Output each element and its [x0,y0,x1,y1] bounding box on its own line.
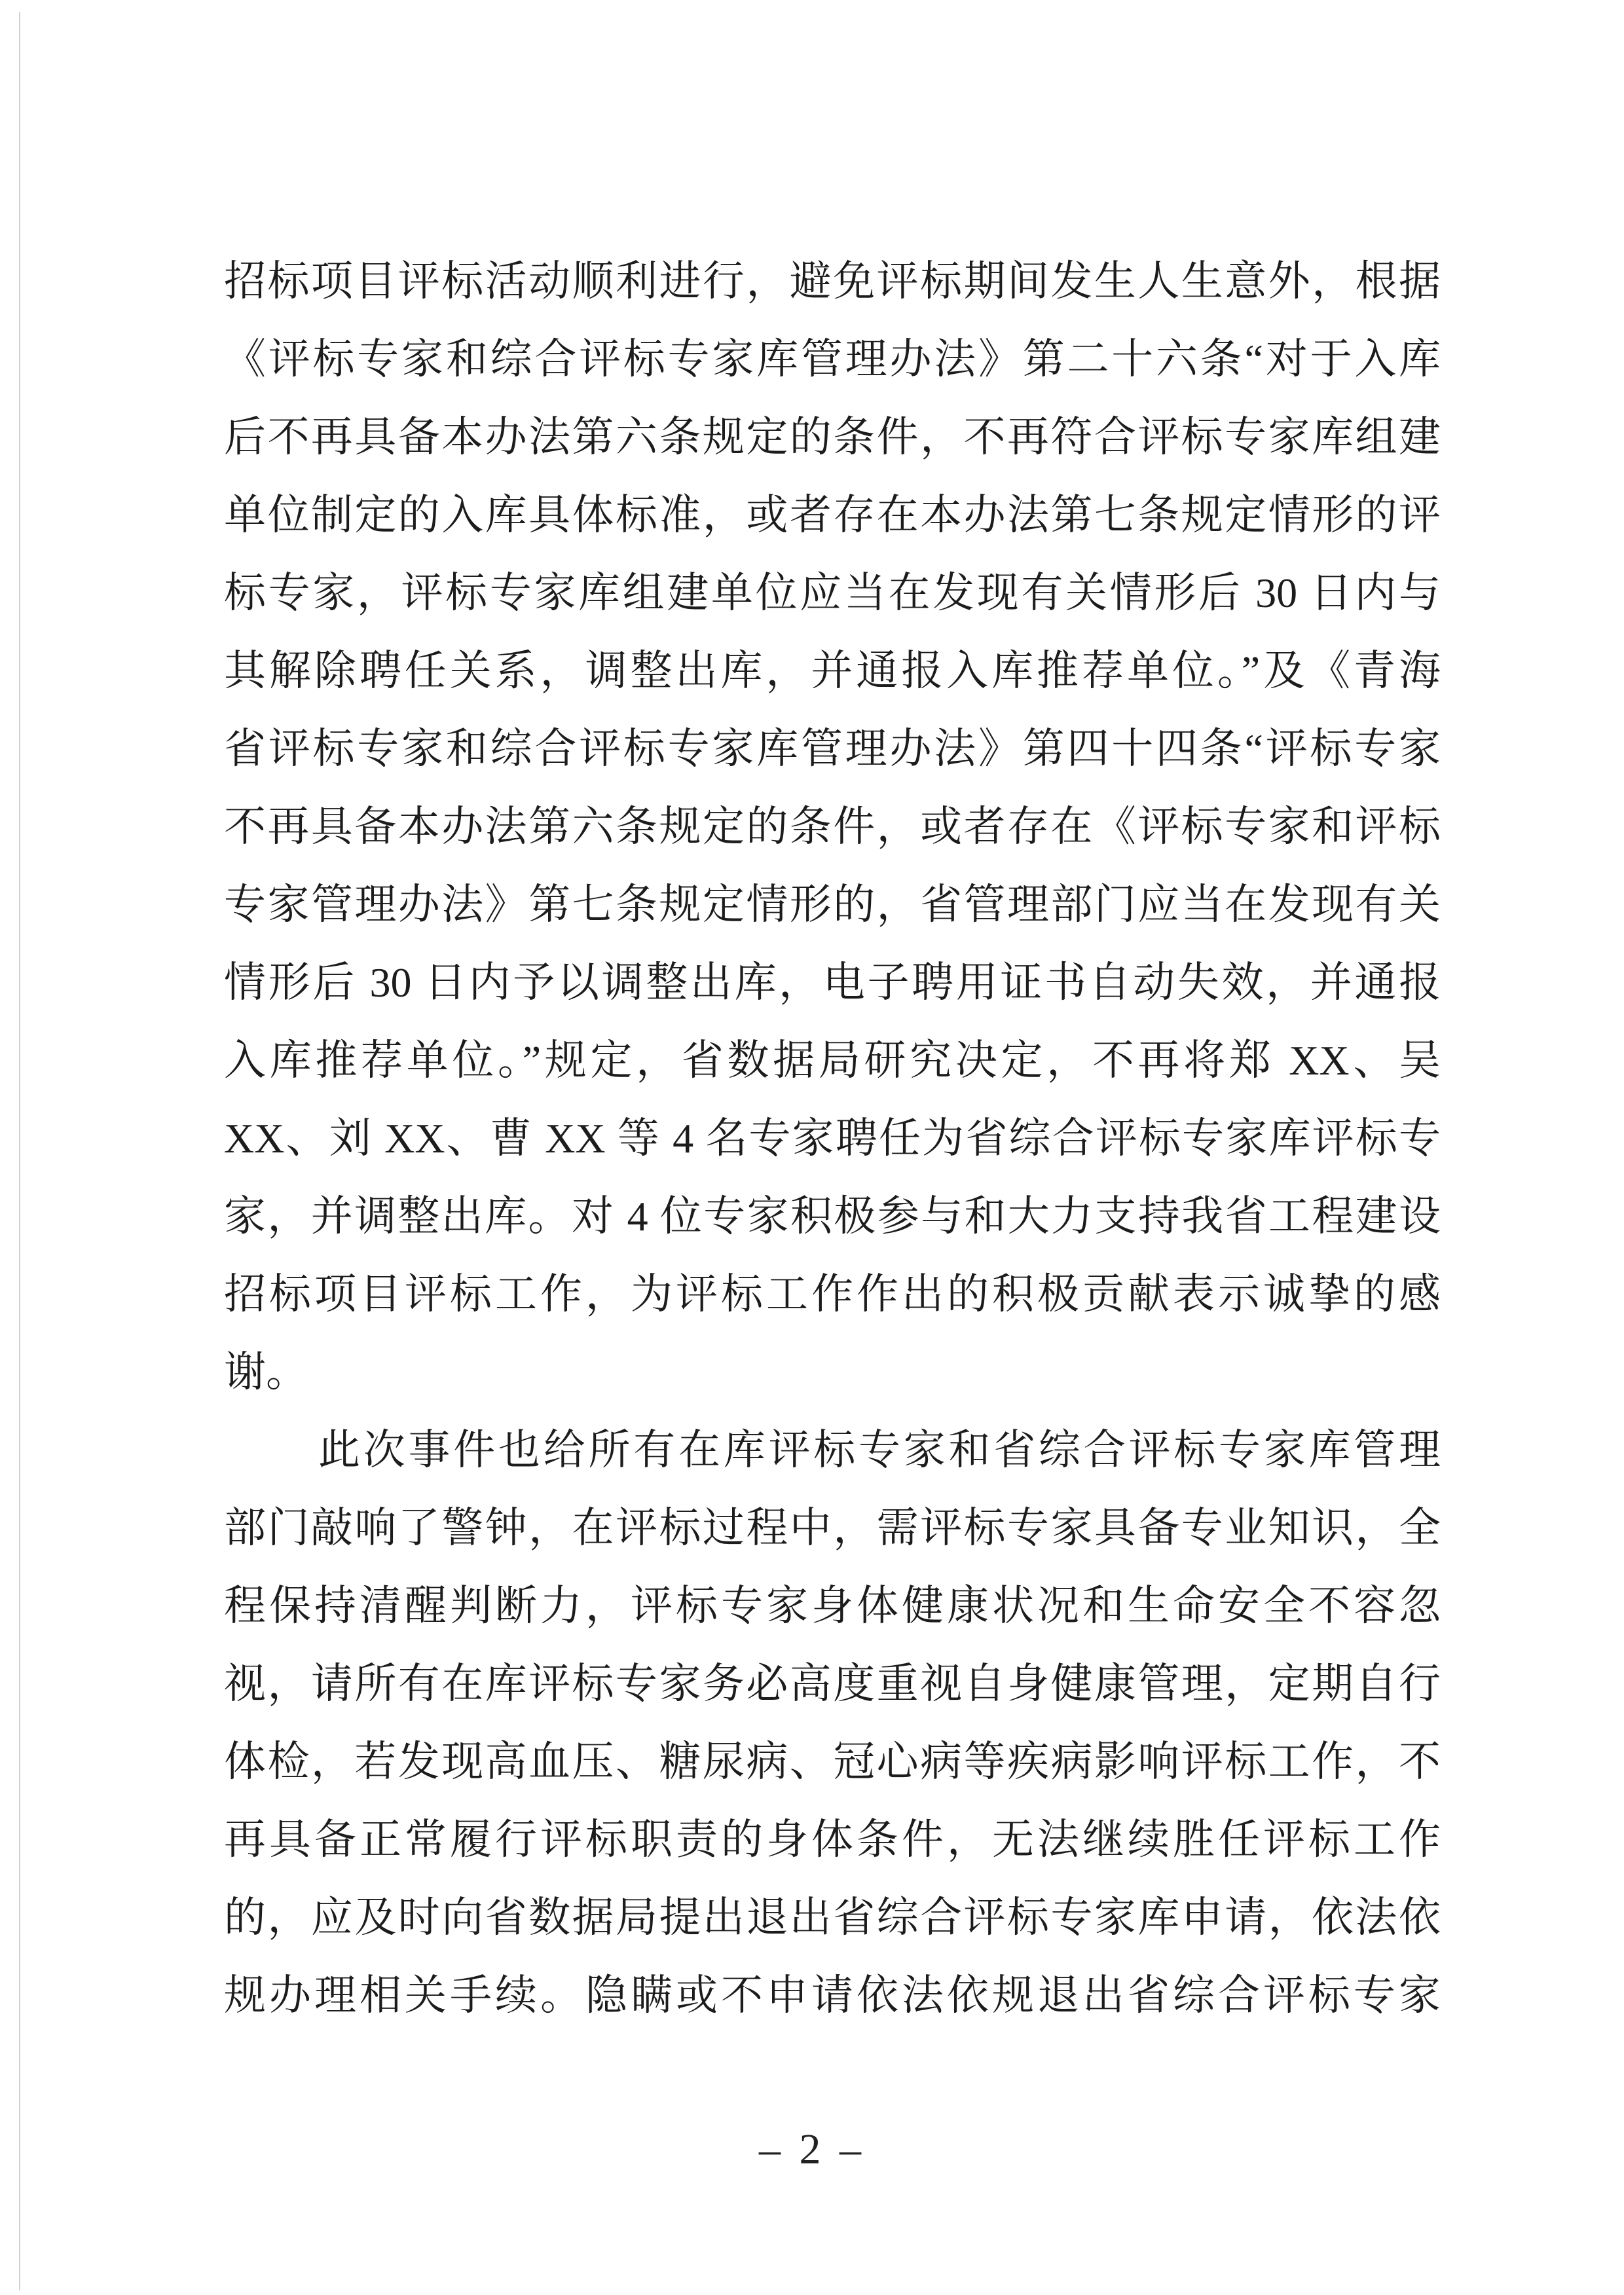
text-line: 后不再具备本办法第六条规定的条件，不再符合评标专家库组建 [224,414,1441,460]
text-line: XX、刘 XX、曹 XX 等 4 名专家聘任为省综合评标专家库评标专 [224,1115,1441,1162]
text-line: 的，应及时向省数据局提出退出省综合评标专家库申请，依法依 [224,1894,1441,1941]
text-line: 体检，若发现高血压、糖尿病、冠心病等疾病影响评标工作，不 [224,1738,1441,1785]
scan-edge-line [19,12,20,2290]
document-body [224,242,1441,2034]
text-line: 视，请所有在库评标专家务必高度重视自身健康管理，定期自行 [224,1661,1441,1707]
text-line: 不再具备本办法第六条规定的条件，或者存在《评标专家和评标 [224,803,1441,850]
text-line: 标专家，评标专家库组建单位应当在发现有关情形后 30 日内与 [224,570,1441,616]
text-line: 此次事件也给所有在库评标专家和省综合评标专家库管理 [318,1427,1441,1473]
text-line: 程保持清醒判断力，评标专家身体健康状况和生命安全不容忽 [224,1583,1441,1629]
text-line: 省评标专家和综合评标专家库管理办法》第四十四条“评标专家 [224,725,1441,772]
text-line: 专家管理办法》第七条规定情形的，省管理部门应当在发现有关 [224,881,1441,928]
text-line: 其解除聘任关系，调整出库，并通报入库推荐单位。”及《青海 [224,648,1441,694]
text-line: 再具备正常履行评标职责的身体条件，无法继续胜任评标工作 [224,1816,1441,1863]
text-line: 招标项目评标工作，为评标工作作出的积极贡献表示诚挚的感 [224,1271,1441,1317]
text-line: 《评标专家和综合评标专家库管理办法》第二十六条“对于入库 [224,336,1441,382]
text-line: 入库推荐单位。”规定，省数据局研究决定，不再将郑 XX、吴 [224,1037,1441,1084]
text-line: 家，并调整出库。对 4 位专家积极参与和大力支持我省工程建设 [224,1193,1441,1239]
page-number: – 2 – [759,2125,865,2173]
text-line: 单位制定的入库具体标准，或者存在本办法第七条规定情形的评 [224,492,1441,538]
text-line: 情形后 30 日内予以调整出库，电子聘用证书自动失效，并通报 [224,959,1441,1006]
text-line: 招标项目评标活动顺利进行，避免评标期间发生人生意外，根据 [224,258,1441,304]
text-line: 规办理相关手续。隐瞒或不申请依法依规退出省综合评标专家 [224,1972,1441,2019]
text-line: 部门敲响了警钟，在评标过程中，需评标专家具备专业知识，全 [224,1505,1441,1551]
text-line: 谢。 [224,1349,308,1395]
